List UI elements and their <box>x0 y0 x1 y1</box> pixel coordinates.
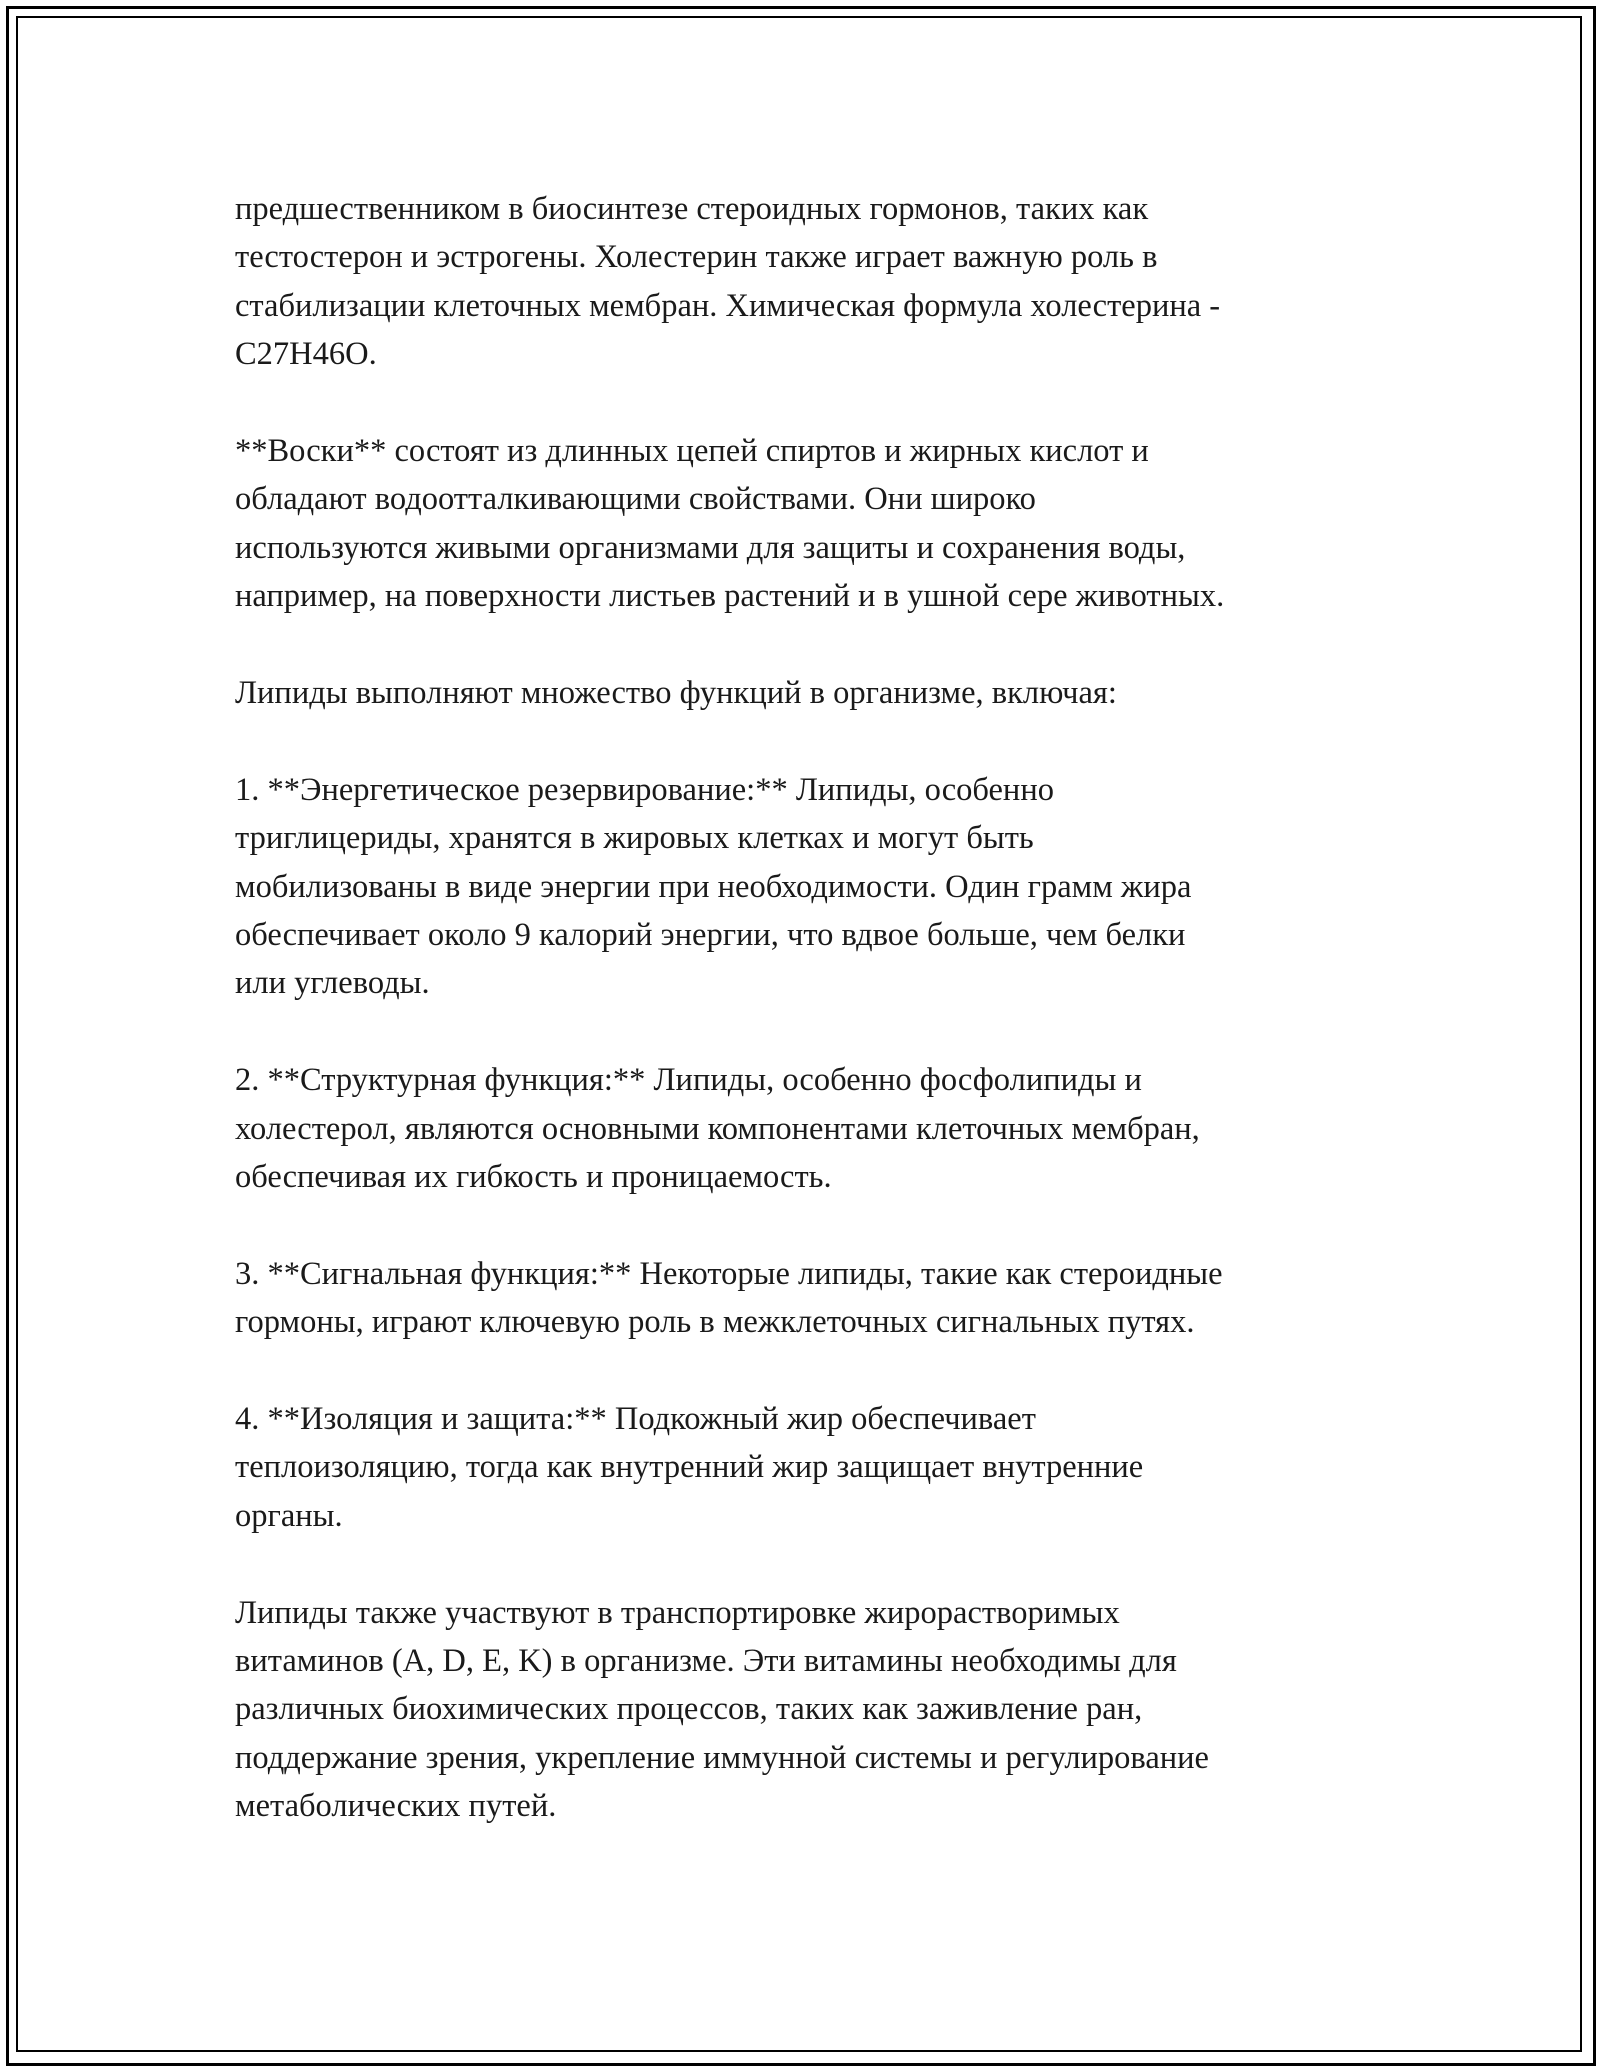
text-line: поддержание зрения, укрепление иммунной системы и регулирование <box>235 1739 1209 1776</box>
list-item-signaling <box>235 1250 1375 1347</box>
text-line: тестостерон и эстрогены. Холестерин также играет важную роль в <box>235 239 1158 276</box>
list-item-structural <box>235 1056 1375 1201</box>
text-line: органы. <box>235 1497 343 1534</box>
text-line: гормоны, играют ключевую роль в межклеточных сигнальных путях. <box>235 1304 1195 1341</box>
paragraph-cholesterol <box>235 185 1375 379</box>
text-line: 2. **Структурная функция:** Липиды, особенно фосфолипиды и <box>235 1062 1142 1099</box>
text-line: холестерол, являются основными компонентами клеточных мембран, <box>235 1110 1200 1147</box>
text-line: 4. **Изоляция и защита:** Подкожный жир обеспечивает <box>235 1401 1036 1438</box>
paragraph-functions-intro <box>235 669 1375 717</box>
text-line: например, на поверхности листьев растений и в ушной сере животных. <box>235 578 1225 615</box>
text-line: метаболических путей. <box>235 1788 557 1825</box>
document-body <box>235 185 1375 1879</box>
paragraph-vitamins <box>235 1589 1375 1831</box>
text-line: C27H46O. <box>235 336 377 373</box>
text-line: мобилизованы в виде энергии при необходимости. Один грамм жира <box>235 868 1192 905</box>
text-line: витаминов (A, D, E, K) в организме. Эти витамины необходимы для <box>235 1643 1177 1680</box>
text-line: Липиды выполняют множество функций в организме, включая: <box>235 675 1117 712</box>
text-line: Липиды также участвуют в транспортировке жирорастворимых <box>235 1594 1120 1631</box>
text-line: используются живыми организмами для защиты и сохранения воды, <box>235 529 1186 566</box>
text-line: 1. **Энергетическое резервирование:** Липиды, особенно <box>235 771 1054 808</box>
text-line: обеспечивает около 9 калорий энергии, что вдвое больше, чем белки <box>235 917 1186 954</box>
text-line: теплоизоляцию, тогда как внутренний жир защищает внутренние <box>235 1449 1144 1486</box>
text-line: стабилизации клеточных мембран. Химическая формула холестерина - <box>235 287 1221 324</box>
text-line: различных биохимических процессов, таких как заживление ран, <box>235 1691 1143 1728</box>
text-line: 3. **Сигнальная функция:** Некоторые липиды, такие как стероидные <box>235 1255 1223 1292</box>
text-line: или углеводы. <box>235 965 430 1002</box>
text-line: обладают водоотталкивающими свойствами. Они широко <box>235 481 1036 518</box>
text-line: обеспечивая их гибкость и проницаемость. <box>235 1159 832 1196</box>
text-line: триглицериды, хранятся в жировых клетках и могут быть <box>235 820 1034 857</box>
list-item-energy-reserve <box>235 766 1375 1008</box>
paragraph-waxes <box>235 427 1375 621</box>
list-item-insulation <box>235 1395 1375 1540</box>
text-line: **Воски** состоят из длинных цепей спиртов и жирных кислот и <box>235 433 1149 470</box>
text-line: предшественником в биосинтезе стероидных гормонов, таких как <box>235 191 1149 227</box>
